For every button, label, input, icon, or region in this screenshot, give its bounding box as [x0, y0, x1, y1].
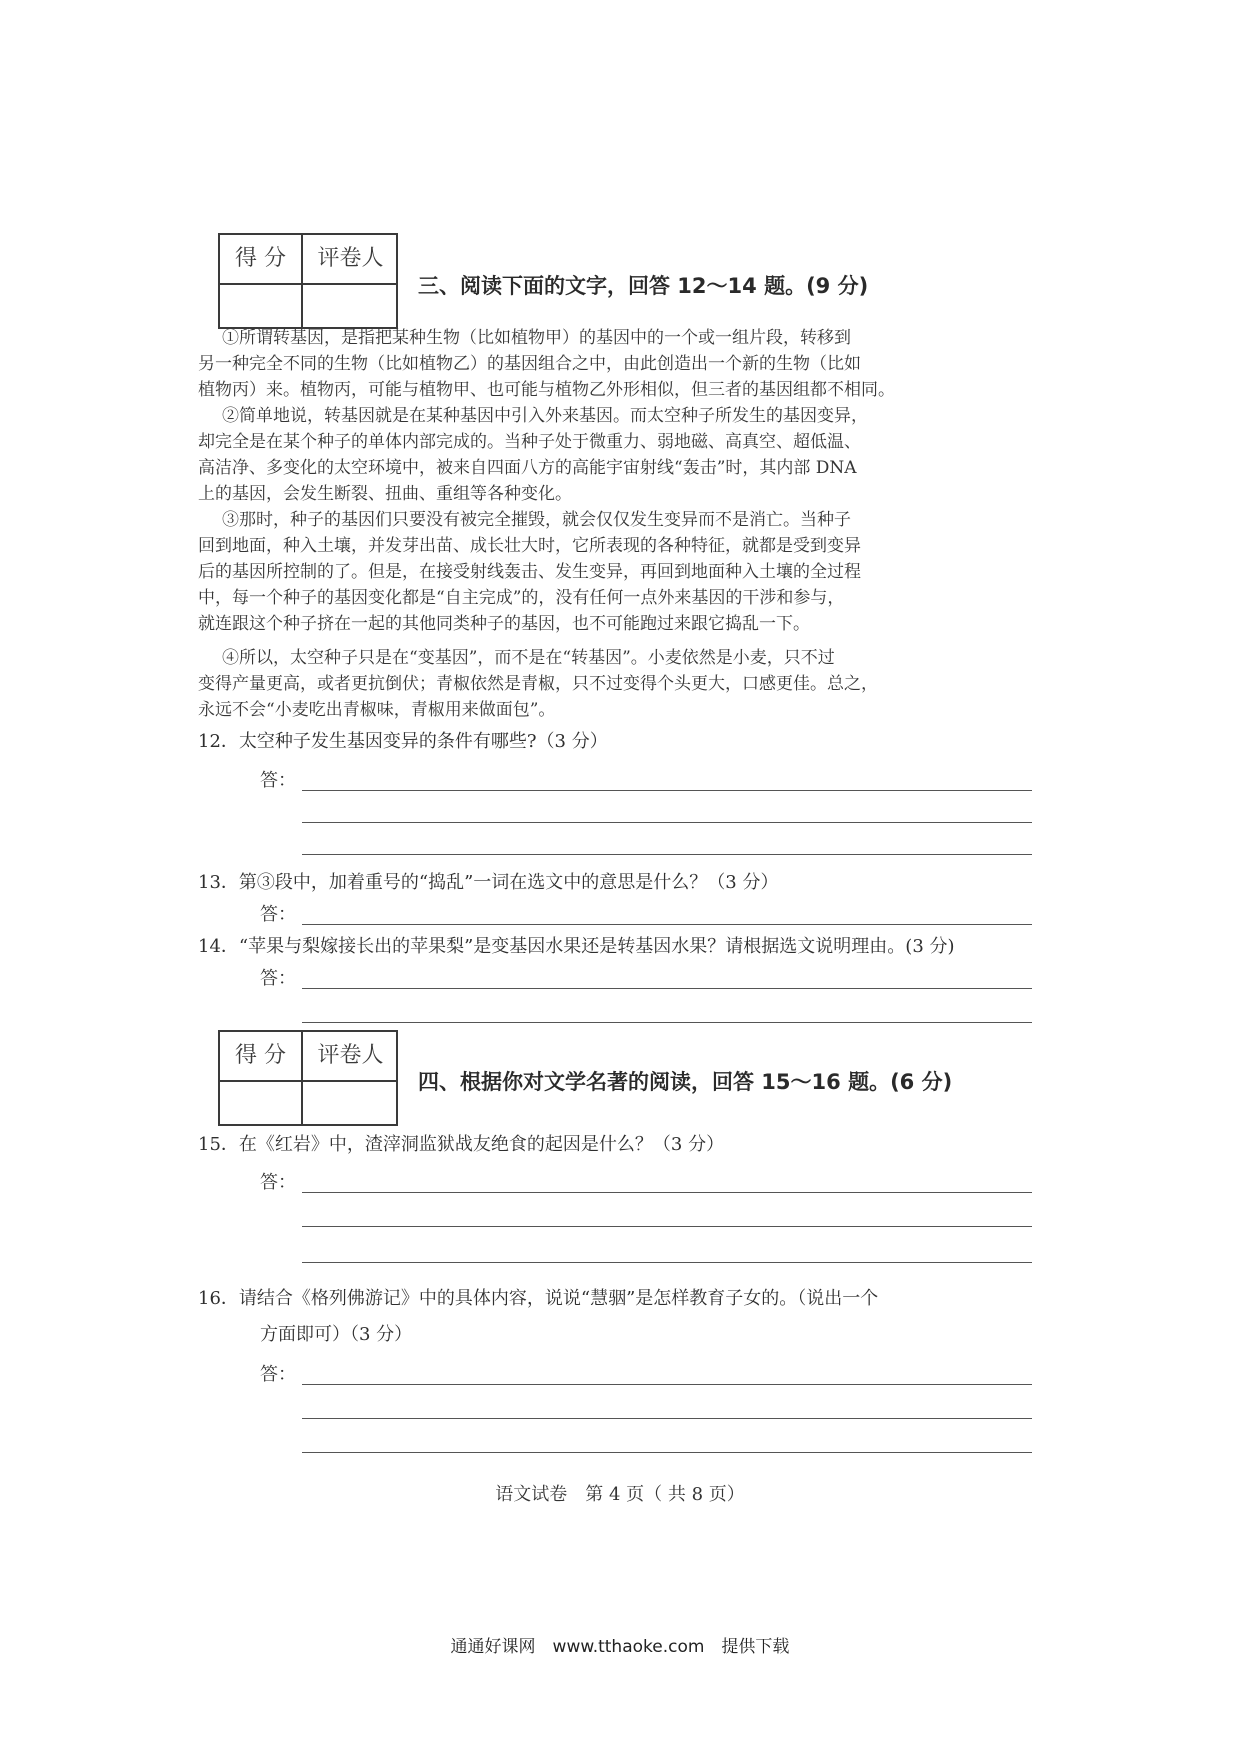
answer-line[interactable]	[302, 790, 1032, 791]
answer-label: 答：	[260, 904, 296, 925]
grader-label: 评卷人	[317, 1043, 384, 1068]
score-box-section3	[218, 233, 398, 329]
passage-line: 变得产量更高，或者更抗倒伏；青椒依然是青椒，只不过变得个头更大，口感更佳。总之，	[198, 674, 878, 694]
answer-line[interactable]	[302, 854, 1032, 855]
page-footer: 语文试卷 第 4 页（ 共 8 页）	[495, 1484, 745, 1505]
question-14: 14．“苹果与梨嫁接长出的苹果梨”是变基因水果还是转基因水果？请根据选文说明理由。(3 分)	[198, 936, 955, 957]
passage-line: 就连跟这个种子挤在一起的其他同类种子的基因，也不可能跑过来跟它捣乱一下。	[198, 614, 810, 634]
passage-line: 后的基因所控制的了。但是，在接受射线轰击、发生变异，再回到地面种入土壤的全过程	[198, 562, 861, 582]
answer-line[interactable]	[302, 1384, 1032, 1385]
answer-label: 答：	[260, 1364, 296, 1385]
answer-line[interactable]	[302, 1226, 1032, 1227]
passage-line: ③那时，种子的基因们只要没有被完全摧毁，就会仅仅发生变异而不是消亡。当种子	[222, 510, 851, 530]
question-15: 15．在《红岩》中，渣滓洞监狱战友绝食的起因是什么？（3 分）	[198, 1134, 725, 1155]
answer-line[interactable]	[302, 1418, 1032, 1419]
answer-line[interactable]	[302, 1262, 1032, 1263]
passage-line: 高洁净、多变化的太空环境中，被来自四面八方的高能宇宙射线“轰击”时，其内部 DNA	[198, 458, 857, 478]
score-box-section4	[218, 1030, 398, 1126]
passage-line: 回到地面，种入土壤，并发芽出苗、成长壮大时，它所表现的各种特征，就都是受到变异	[198, 536, 861, 556]
score-label: 得 分	[235, 1043, 286, 1068]
passage-line: ④所以，太空种子只是在“变基因”，而不是在“转基因”。小麦依然是小麦，只不过	[222, 648, 835, 668]
question-13: 13．第③段中，加着重号的“捣乱”一词在选文中的意思是什么？（3 分）	[198, 872, 779, 893]
passage-line: ②简单地说，转基因就是在某种基因中引入外来基因。而太空种子所发生的基因变异，	[222, 406, 868, 426]
answer-label: 答：	[260, 1172, 296, 1193]
answer-line[interactable]	[302, 1192, 1032, 1193]
answer-line[interactable]	[302, 924, 1032, 925]
passage-line: 永远不会“小麦吃出青椒味，青椒用来做面包”。	[198, 700, 556, 720]
answer-label: 答：	[260, 770, 296, 791]
section3-title: 三、阅读下面的文字，回答 12～14 题。(9 分)	[418, 274, 869, 298]
question-16-continuation: 方面即可）（3 分）	[260, 1324, 413, 1345]
passage-line: ①所谓转基因，是指把某种生物（比如植物甲）的基因中的一个或一组片段，转移到	[222, 328, 851, 348]
answer-label: 答：	[260, 968, 296, 989]
grader-label: 评卷人	[317, 246, 384, 271]
passage-line: 另一种完全不同的生物（比如植物乙）的基因组合之中，由此创造出一个新的生物（比如	[198, 354, 861, 374]
question-16: 16．请结合《格列佛游记》中的具体内容，说说“慧骃”是怎样教育子女的。（说出一个	[198, 1288, 879, 1309]
passage-line: 植物丙）来。植物丙，可能与植物甲、也可能与植物乙外形相似，但三者的基因组都不相同。	[198, 380, 895, 400]
passage-line: 上的基因，会发生断裂、扭曲、重组等各种变化。	[198, 484, 572, 504]
answer-line[interactable]	[302, 1452, 1032, 1453]
passage-line: 中，每一个种子的基因变化都是“自主完成”的，没有任何一点外来基因的干涉和参与，	[198, 588, 845, 608]
source-line: 通通好课网 www.tthaoke.com 提供下载	[450, 1637, 790, 1657]
question-12: 12．太空种子发生基因变异的条件有哪些?（3 分）	[198, 731, 608, 752]
answer-line[interactable]	[302, 822, 1032, 823]
passage-line: 却完全是在某个种子的单体内部完成的。当种子处于微重力、弱地磁、高真空、超低温、	[198, 432, 861, 452]
answer-line[interactable]	[302, 1022, 1032, 1023]
section4-title: 四、根据你对文学名著的阅读，回答 15～16 题。(6 分)	[418, 1070, 953, 1094]
answer-line[interactable]	[302, 988, 1032, 989]
score-label: 得 分	[235, 246, 286, 271]
